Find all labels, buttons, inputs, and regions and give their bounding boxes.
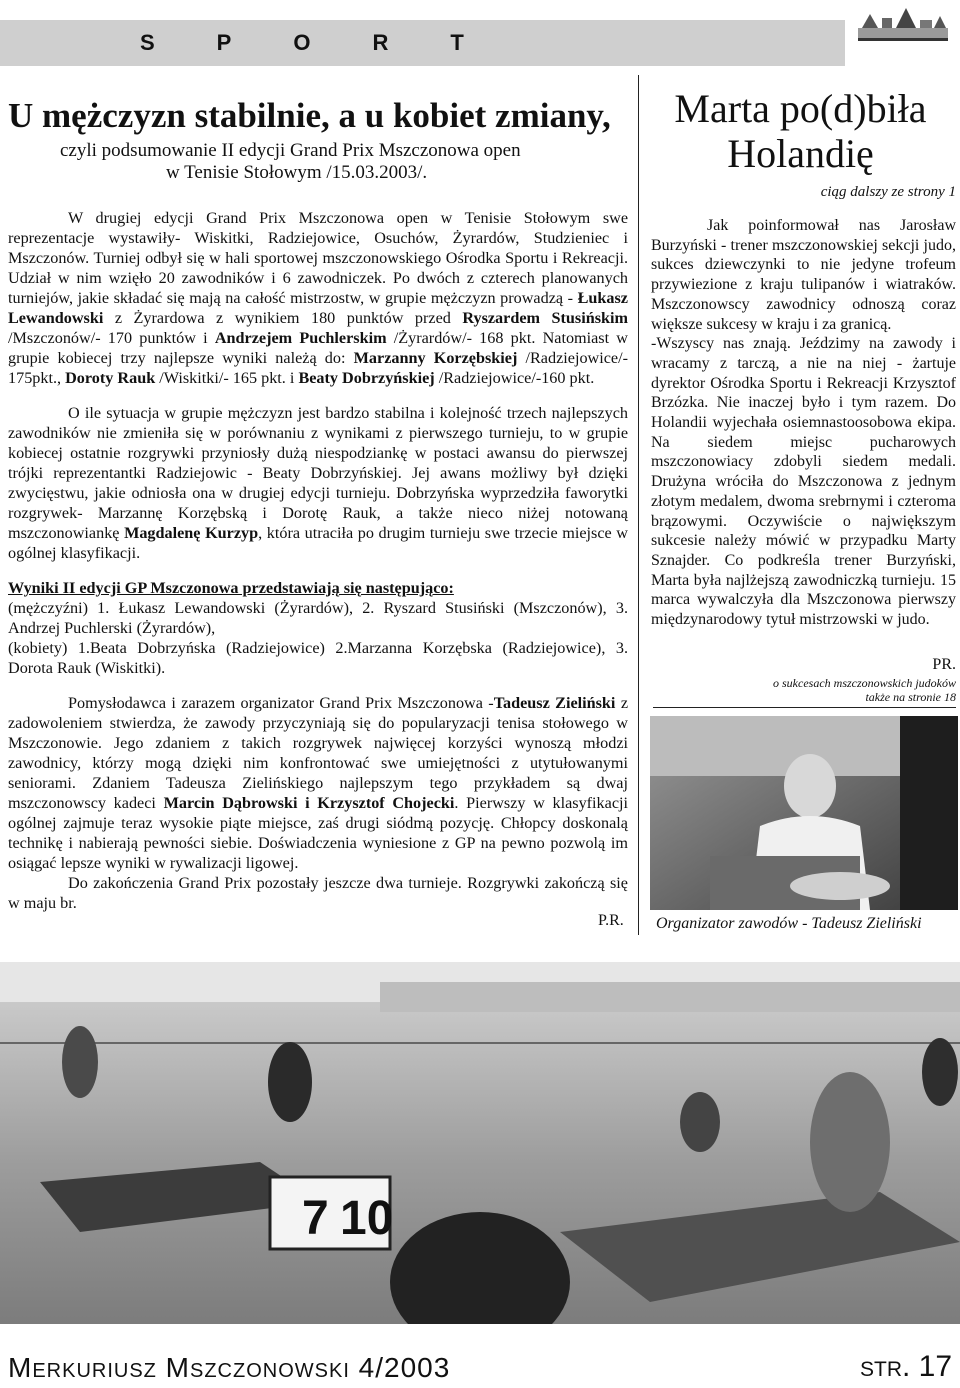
right-article-title: [648, 86, 953, 176]
cross-reference-line-2: także na stronie 18: [865, 690, 956, 704]
table-tennis-hall-photo: [0, 962, 960, 1324]
article-paragraph-3: Pomysłodawca i zarazem organizator Grand Prix Mszczonowa -Tadeusz Zieliński z zadowoleniem stwierdza, że zawody przyczyniają się do popularyzacji tenisa stołowego w Mszczonowie. Jego zdaniem z takich rozgrywek najwięcej korzyści wynoszą młodzi zawodnicy, którzy mogą dzięki nim konfrontować swe umiejętności z utytułowanymi seniorami. Zdaniem Tadeusza Zielińskiego najlepszym tego przykładem są dwaj mszczonowscy kadeci Marcin Dąbrowski i Krzysztof Chojecki. Pierwszy w klasyfikacji ogólnej zajmuje teraz wysokie piąte miejsce, zaś drugi siódmą pozycję. Chłopcy doskonalą technikę i nabierają pewności siebie. Doświadczenia wyniesione z GP na pewno pozwolą im osiągać lepsze wyniki w rywalizacji ligowej. Do zakończenia Grand Prix pozostały jeszcze dwa turnieje. Rozgrywki zakończą się w maju br.: [8, 694, 629, 912]
results-men: (mężczyźni) 1. Łukasz Lewandowski (Żyrardów), 2. Ryszard Stusiński (Mszczonów), 3. Andrzej Puchlerski (Żyrardów),: [8, 599, 628, 637]
scoreboard-right-digit: 10: [340, 1192, 394, 1245]
right-title-line-1: Marta po(d)biła: [674, 86, 927, 131]
section-title: SPORT: [140, 30, 526, 55]
article-paragraph-2: O ile sytuacja w grupie mężczyzn jest bardzo stabilna i kolejność trzech najlepszych zawodników nie zmieniła się w porównaniu z wynikami z pierwszego turnieju, to w grupie kobiecej ostatnie rozgrywki przyniosły dużą niespodziankę w postaci awansu do pierwszej trójki reprezentantki Radziejowic - Beaty Dobrzyńskiej. Jej awans możliwy był dzięki zwycięstwu, jakie odniosła ona w drugiej edycji turnieju. Dobrzyńska wyprzedziła faworytki rozgrywek- Marzannę Korzębską i Dorotę Rauk, a także nieco niżej notowaną mszczonowiankę Magdalenę Kurzyp, która utraciła po drugim turnieju swe trzecie miejsce w ogólnej klasyfikacji.: [8, 404, 628, 562]
article-paragraph-1: W drugiej edycji Grand Prix Mszczonowa open w Tenisie Stołowym swe reprezentacje wystawiły- Wiskitki, Radziejowice, Osuchów, Żyrardów, Studzieniec i Mszczonów. Turniej odbył się w hali sportowej mszczonowskiego Ośrodka Sportu i Rekreacji. Udział w nim wzięło 20 zawodników i 6 zawodniczek. Po dwóch z czterech planowanych turniejów, jakie składać się mają na całość mistrzostw, w grupie mężczyzn prowadzą - Łukasz Lewandowski z Żyrardowa z wynikiem 180 punktów przed Ryszardem Stusińskim /Mszczonów/- 170 punktów i Andrzejem Puchlerskim /Żyrardów/- 168 pkt. Natomiast w grupie kobiecej trzy najlepsze wyniki należą do: Marzanny Korzębskiej /Radziejowice/- 175pkt., Doroty Rauk /Wiskitki/- 165 pkt. i Beaty Dobrzyńskiej /Radziejowice/-160 pkt.: [8, 209, 628, 387]
right-article-body: [651, 216, 956, 630]
section-rule: [653, 707, 956, 708]
results-women: (kobiety) 1.Beata Dobrzyńska (Radziejowice) 2.Marzanna Korzębska (Radziejowice), 3. Dorota Rauk (Wiskitki).: [8, 639, 628, 677]
right-article-signature: PR.: [932, 656, 956, 673]
publication-name: Merkuriusz Mszczonowski 4/2003: [8, 1352, 451, 1383]
continued-note: ciąg dalszy ze strony 1: [820, 184, 956, 200]
article-title: U mężczyzn stabilnie, a u kobiet zmiany,: [8, 96, 611, 135]
article-subtitle-line-1: czyli podsumowanie II edycji Grand Prix Mszczonowa open: [60, 140, 521, 161]
town-logo-icon: [852, 4, 954, 44]
photo-caption: Organizator zawodów - Tadeusz Zieliński: [656, 915, 922, 932]
right-title-line-2: Holandię: [727, 131, 874, 176]
right-paragraph-2: -Wszyscy nas znają. Jeździmy na zawody i wracamy z tarczą, a nie na niej - żartuje dyrektor Ośrodka Sportu i Rekreacji Krzysztof Brzózka. Nie inaczej było i tym razem. Do Holandii wyjechała osiemnastoosobowa ekipa. Na siedem miejsc pucharowych mszczonowiacy zdobyli siedem medali. Drużyna wróciła do Mszczonowa z jednym złotym medalem, dwoma srebrnymi i czteroma brązowymi. Oczywiście o największym sukcesie należy mówić w przypadku Marty Sznajder. Co podkreśla trener Burzyński, Marta była najlżejszą zawodniczką turnieju. 15 marca wywalczyła dla Mszczonowa pierwszy międzynarodowy tytuł mistrzowski w judo.: [651, 335, 956, 629]
right-paragraph-1: Jak poinformował nas Jarosław Burzyński - trener mszczonowskiej sekcji judo, sukces dziewczynki to nie jedyne trofeum przywiezione z kraju tulipanów i wiatraków. Mszczonowscy zawodnicy odnoszą coraz większe sukcesy w kraju i za granicą.: [651, 217, 956, 333]
article-subtitle-line-2: w Tenisie Stołowym /15.03.2003/.: [166, 162, 428, 183]
organizer-photo: [650, 716, 958, 910]
page-number: str. 17: [860, 1350, 953, 1383]
cross-reference-line-1: o sukcesach mszczonowskich judoków: [773, 676, 956, 690]
results-heading: Wyniki II edycji GP Mszczonowa przedstawiają się następująco:: [8, 579, 454, 597]
scoreboard-left-digit: 7: [302, 1192, 329, 1245]
article-signature: P.R.: [598, 912, 624, 929]
results-block: [8, 578, 628, 678]
column-divider: [638, 75, 639, 935]
article-paragraph-4: Do zakończenia Grand Prix pozostały jeszcze dwa turnieje. Rozgrywki zakończą się w maju br.: [8, 874, 628, 912]
